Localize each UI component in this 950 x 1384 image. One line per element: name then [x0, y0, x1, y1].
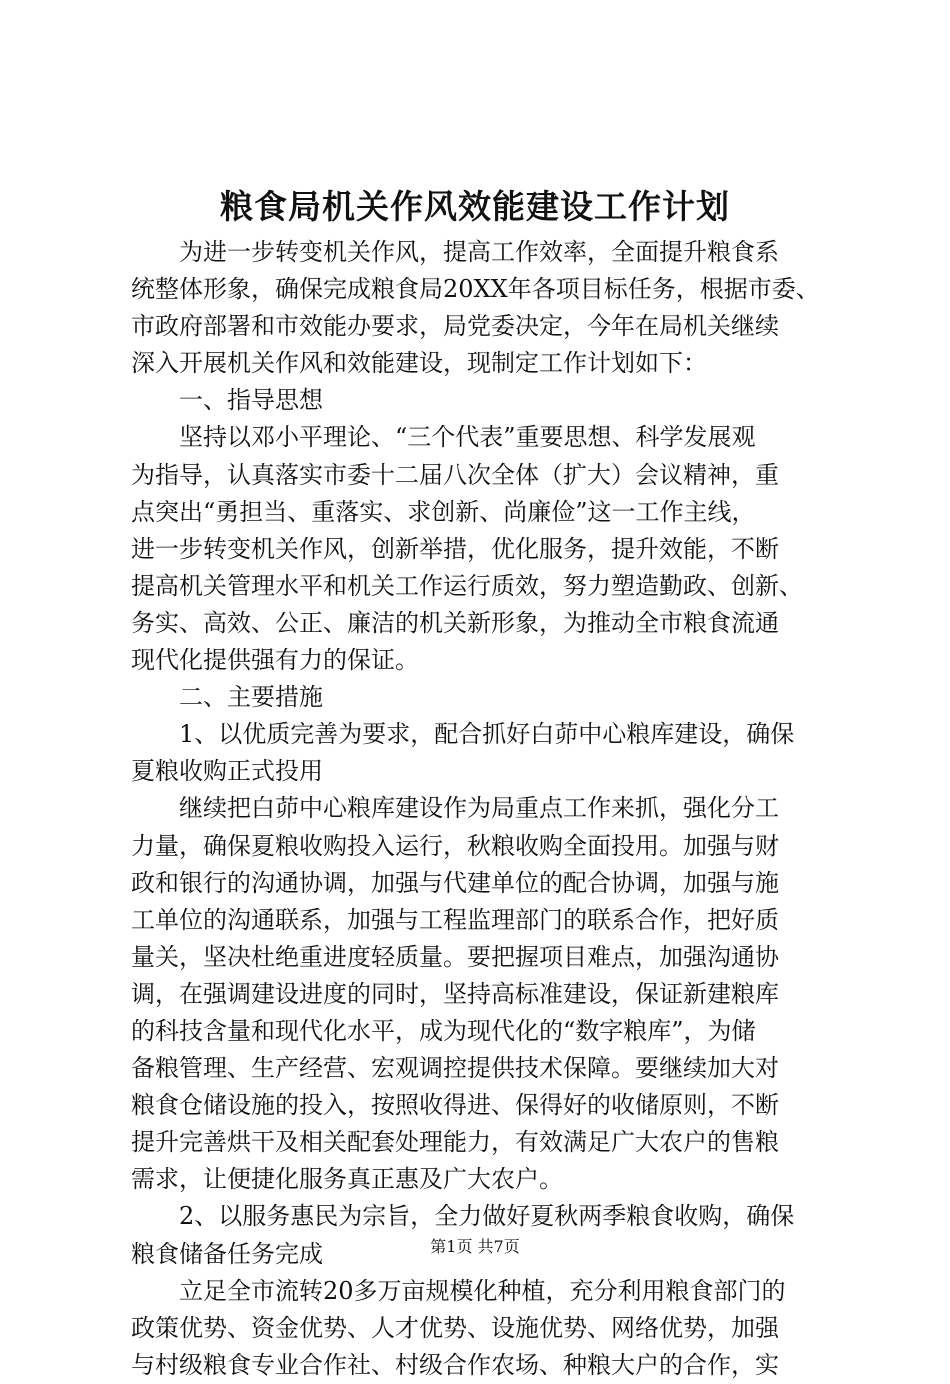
text-line: 2、以服务惠民为宗旨，全力做好夏秋两季粮食收购，确保 [131, 1202, 795, 1231]
text-line: 市政府部署和市效能办要求，局党委决定，今年在局机关继续 [131, 312, 779, 341]
text-line: 一、指导思想 [131, 386, 323, 415]
text-line: 1、以优质完善为要求，配合抓好白茆中心粮库建设，确保 [131, 720, 795, 749]
text-line: 需求，让便捷化服务真正惠及广大农户。 [131, 1165, 563, 1194]
document-body [131, 234, 831, 1384]
text-line: 工单位的沟通联系，加强与工程监理部门的联系合作，把好质 [131, 905, 779, 934]
text-line: 为进一步转变机关作风，提高工作效率，全面提升粮食系 [131, 238, 779, 266]
text-line: 二、主要措施 [131, 683, 323, 712]
text-line: 的科技含量和现代化水平，成为现代化的“数字粮库”，为储 [131, 1016, 756, 1045]
text-line: 统整体形象，确保完成粮食局20XX年各项目标任务，根据市委、 [131, 275, 820, 304]
text-line: 进一步转变机关作风，创新举措，优化服务，提升效能，不断 [131, 534, 779, 563]
text-line: 政和银行的沟通协调，加强与代建单位的配合协调，加强与施 [131, 868, 779, 897]
text-line: 备粮管理、生产经营、宏观调控提供技术保障。要继续加大对 [131, 1054, 779, 1083]
text-line: 提高机关管理水平和机关工作运行质效，努力塑造勤政、创新、 [131, 571, 803, 600]
text-line: 为指导，认真落实市委十二届八次全体（扩大）会议精神，重 [131, 460, 779, 489]
text-line: 与村级粮食专业合作社、村级合作农场、种粮大户的合作，实 [131, 1350, 779, 1379]
text-line: 政策优势、资金优势、人才优势、设施优势、网络优势，加强 [131, 1313, 779, 1342]
text-line: 坚持以邓小平理论、“三个代表”重要思想、科学发展观 [131, 423, 756, 452]
text-line: 继续把白茆中心粮库建设作为局重点工作来抓，强化分工 [131, 794, 779, 823]
text-line: 力量，确保夏粮收购投入运行，秋粮收购全面投用。加强与财 [131, 831, 779, 860]
text-line: 调，在强调建设进度的同时，坚持高标准建设，保证新建粮库 [131, 979, 779, 1008]
text-line: 粮食储备任务完成 [131, 1239, 323, 1268]
text-line: 点突出“勇担当、重落实、求创新、尚廉俭”这一工作主线， [131, 497, 756, 526]
document-title: 粮食局机关作风效能建设工作计划 [220, 187, 730, 226]
text-line: 深入开展机关作风和效能建设，现制定工作计划如下： [131, 349, 707, 378]
text-line: 夏粮收购正式投用 [131, 757, 323, 786]
text-line: 现代化提供强有力的保证。 [131, 646, 419, 675]
text-line: 粮食仓储设施的投入，按照收得进、保得好的收储原则，不断 [131, 1091, 779, 1120]
page-number-footer: 第1页 共7页 [430, 1237, 520, 1256]
text-line: 务实、高效、公正、廉洁的机关新形象，为推动全市粮食流通 [131, 608, 779, 637]
text-line: 量关，坚决杜绝重进度轻质量。要把握项目难点，加强沟通协 [131, 942, 779, 971]
text-line: 提升完善烘干及相关配套处理能力，有效满足广大农户的售粮 [131, 1128, 779, 1157]
text-line: 立足全市流转20多万亩规模化种植，充分利用粮食部门的 [131, 1276, 786, 1305]
